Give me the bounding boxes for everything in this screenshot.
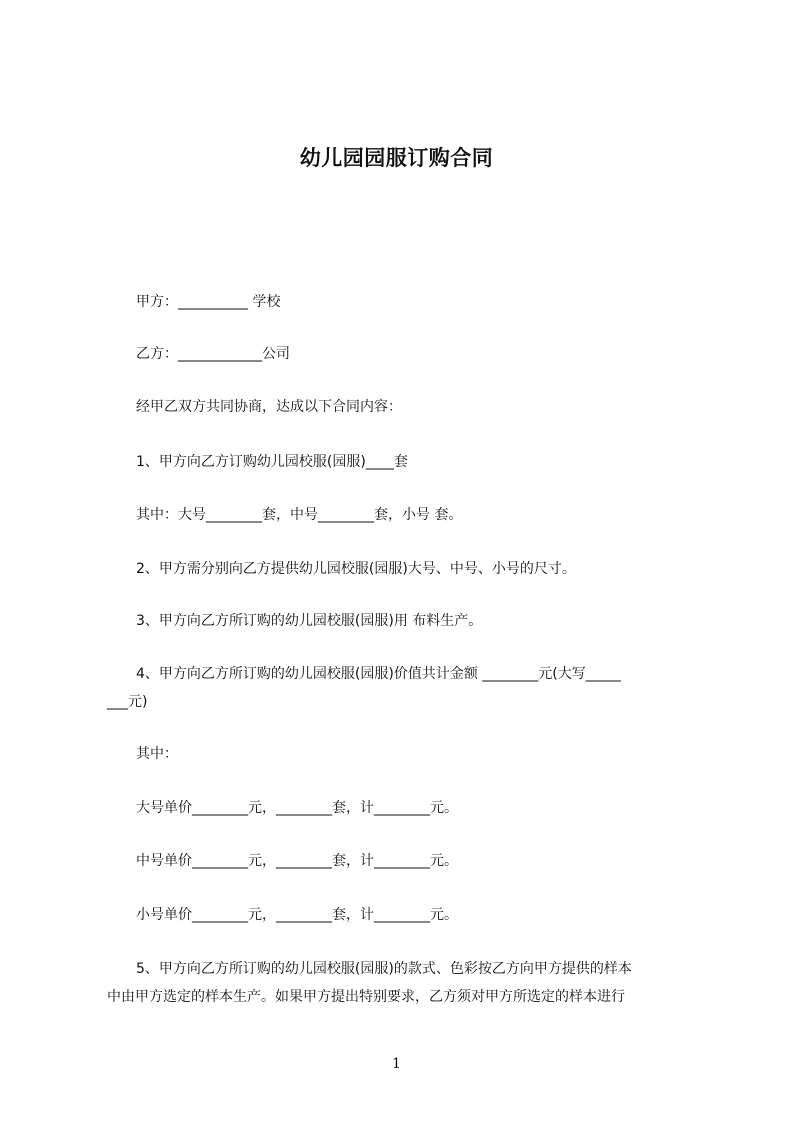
price-large-line: 大号单价________元，________套，计________元。 [136, 800, 458, 816]
page-number: 1 [392, 1056, 401, 1072]
clause-5 [107, 955, 707, 1011]
clause-1: 1、甲方向乙方订购幼儿园校服(园服)____套 [136, 454, 408, 470]
clause-4-line-1: 4、甲方向乙方所订购的幼儿园校服(园服)价值共计金额 ________元(大写_____ [136, 666, 621, 682]
price-medium-line: 中号单价________元，________套，计________元。 [136, 853, 458, 869]
party-b-line: 乙方：____________公司 [136, 346, 290, 362]
clause-1-sizes: 其中：大号________套，中号________套，小号 套。 [136, 507, 463, 523]
clause-2: 2、甲方需分别向乙方提供幼儿园校服(园服)大号、中号、小号的尺寸。 [136, 561, 576, 577]
clause-5-line-1: 5、甲方向乙方所订购的幼儿园校服(园服)的款式、色彩按乙方向甲方提供的样本 [136, 961, 632, 977]
clause-5-line-2: 中由甲方选定的样本生产。如果甲方提出特别要求，乙方须对甲方所选定的样本进行 [107, 989, 625, 1005]
clause-4-sub: 其中： [136, 746, 178, 762]
clause-4-line-2: ___元) [107, 694, 148, 710]
price-small-line: 小号单价________元，________套，计________元。 [136, 907, 458, 923]
document-title: 幼儿园园服订购合同 [299, 146, 494, 170]
clause-4 [107, 660, 707, 716]
intro-line: 经甲乙双方共同协商，达成以下合同内容： [136, 399, 402, 415]
clause-3: 3、甲方向乙方所订购的幼儿园校服(园服)用 布料生产。 [136, 613, 483, 629]
party-a-line: 甲方：__________ 学校 [136, 294, 281, 310]
